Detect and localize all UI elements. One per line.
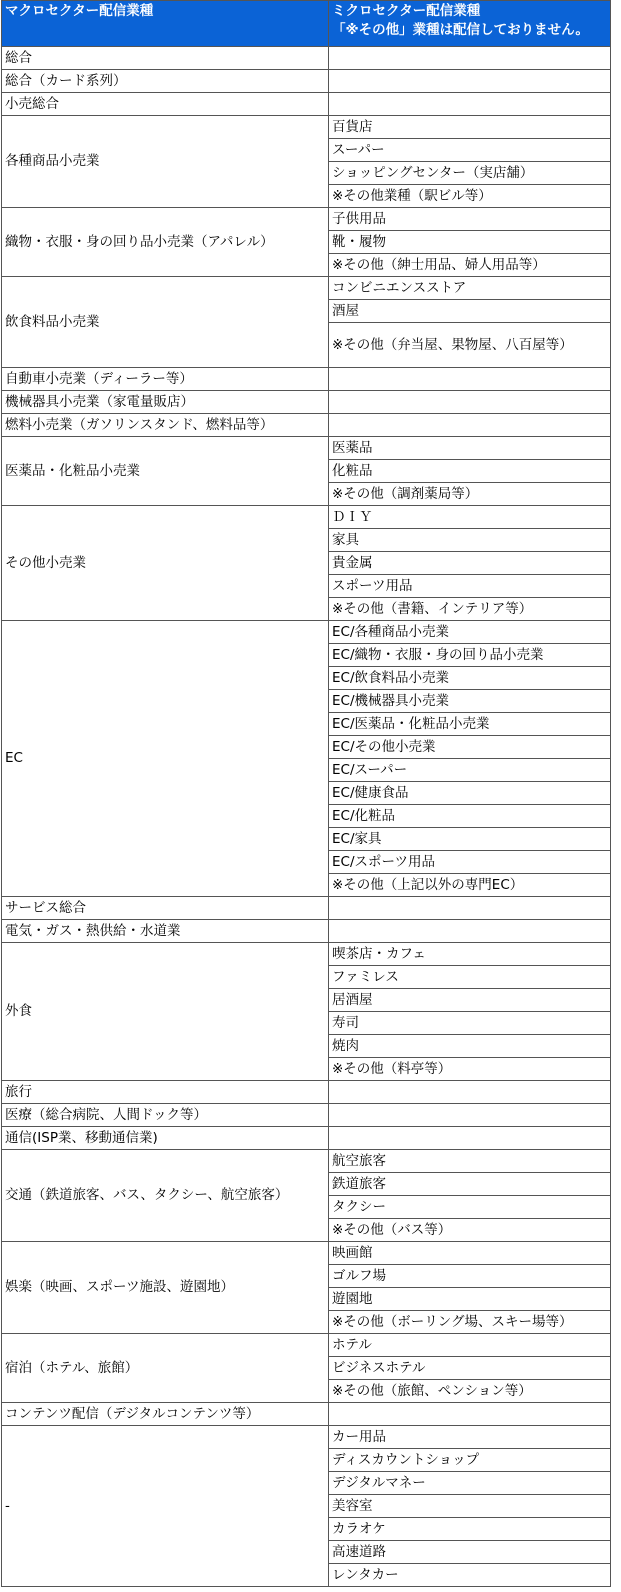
macro-sector-cell: 娯楽（映画、スポーツ施設、遊園地） [2, 1242, 329, 1334]
micro-sector-cell: ※その他（バス等） [329, 1219, 611, 1242]
micro-sector-cell: カラオケ [329, 1518, 611, 1541]
micro-sector-cell: ※その他（書籍、インテリア等） [329, 598, 611, 621]
macro-sector-header: マクロセクター配信業種 [2, 1, 329, 47]
macro-sector-cell: 宿泊（ホテル、旅館） [2, 1334, 329, 1403]
micro-sector-cell: EC/家具 [329, 828, 611, 851]
micro-sector-cell: ※その他（紳士用品、婦人用品等） [329, 254, 611, 277]
macro-sector-cell: 自動車小売業（ディーラー等） [2, 368, 329, 391]
micro-sector-cell: ビジネスホテル [329, 1357, 611, 1380]
micro-sector-cell [329, 391, 611, 414]
micro-sector-cell: カー用品 [329, 1426, 611, 1449]
micro-sector-cell [329, 1403, 611, 1426]
macro-sector-cell: サービス総合 [2, 897, 329, 920]
micro-sector-cell [329, 897, 611, 920]
table-row [2, 1104, 611, 1127]
macro-sector-cell: 各種商品小売業 [2, 116, 329, 208]
micro-sector-cell: ショッピングセンター（実店舗） [329, 162, 611, 185]
micro-sector-cell: ※その他（旅館、ペンション等） [329, 1380, 611, 1403]
micro-sector-cell: 航空旅客 [329, 1150, 611, 1173]
micro-sector-cell: 高速道路 [329, 1541, 611, 1564]
micro-sector-cell [329, 414, 611, 437]
macro-sector-cell: 機械器具小売業（家電量販店） [2, 391, 329, 414]
micro-sector-cell: ※その他（調剤薬局等） [329, 483, 611, 506]
micro-sector-cell: ディスカウントショップ [329, 1449, 611, 1472]
table-row [2, 277, 611, 300]
micro-sector-cell [329, 1081, 611, 1104]
micro-sector-cell: EC/その他小売業 [329, 736, 611, 759]
micro-sector-cell [329, 368, 611, 391]
macro-sector-cell: コンテンツ配信（デジタルコンテンツ等） [2, 1403, 329, 1426]
micro-sector-cell [329, 920, 611, 943]
micro-sector-cell: 焼肉 [329, 1035, 611, 1058]
table-row [2, 1403, 611, 1426]
micro-sector-cell: ※その他（ボーリング場、スキー場等） [329, 1311, 611, 1334]
micro-sector-cell: ホテル [329, 1334, 611, 1357]
micro-sector-cell: ＤＩＹ [329, 506, 611, 529]
micro-sector-cell: EC/スポーツ用品 [329, 851, 611, 874]
macro-sector-cell: - [2, 1426, 329, 1587]
micro-sector-header-title: ミクロセクター配信業種 [332, 3, 481, 19]
table-row [2, 368, 611, 391]
table-row [2, 506, 611, 529]
macro-sector-cell: 飲食料品小売業 [2, 277, 329, 368]
micro-sector-cell: 美容室 [329, 1495, 611, 1518]
macro-sector-cell: 外食 [2, 943, 329, 1081]
micro-sector-cell: 靴・履物 [329, 231, 611, 254]
micro-sector-cell: 寿司 [329, 1012, 611, 1035]
micro-sector-cell: 子供用品 [329, 208, 611, 231]
table-row [2, 1081, 611, 1104]
table-row [2, 920, 611, 943]
micro-sector-cell: 貴金属 [329, 552, 611, 575]
macro-sector-cell: 医療（総合病院、人間ドック等） [2, 1104, 329, 1127]
micro-sector-cell: 映画館 [329, 1242, 611, 1265]
micro-sector-cell: ※その他業種（駅ビル等） [329, 185, 611, 208]
table-row [2, 943, 611, 966]
micro-sector-cell [329, 1127, 611, 1150]
macro-sector-cell: 旅行 [2, 1081, 329, 1104]
micro-sector-cell: 酒屋 [329, 300, 611, 323]
sector-table [1, 0, 611, 1587]
micro-sector-cell: 遊園地 [329, 1288, 611, 1311]
micro-sector-cell: ※その他（上記以外の専門EC） [329, 874, 611, 897]
micro-sector-cell: スポーツ用品 [329, 575, 611, 598]
table-row [2, 391, 611, 414]
table-row [2, 437, 611, 460]
micro-sector-cell [329, 47, 611, 70]
macro-sector-cell: その他小売業 [2, 506, 329, 621]
table-row [2, 1242, 611, 1265]
macro-sector-cell: 通信(ISP業、移動通信業) [2, 1127, 329, 1150]
macro-sector-cell: 交通（鉄道旅客、バス、タクシー、航空旅客） [2, 1150, 329, 1242]
micro-sector-cell [329, 70, 611, 93]
table-row [2, 414, 611, 437]
table-row [2, 1426, 611, 1449]
macro-sector-cell: 織物・衣服・身の回り品小売業（アパレル） [2, 208, 329, 277]
micro-sector-cell: ※その他（料亭等） [329, 1058, 611, 1081]
micro-sector-cell: EC/医薬品・化粧品小売業 [329, 713, 611, 736]
table-row [2, 116, 611, 139]
macro-sector-cell: 医薬品・化粧品小売業 [2, 437, 329, 506]
macro-sector-cell: 総合 [2, 47, 329, 70]
macro-sector-cell: 電気・ガス・熱供給・水道業 [2, 920, 329, 943]
micro-sector-cell: EC/健康食品 [329, 782, 611, 805]
micro-sector-cell: 喫茶店・カフェ [329, 943, 611, 966]
macro-sector-cell: 小売総合 [2, 93, 329, 116]
table-row [2, 1127, 611, 1150]
micro-sector-cell [329, 93, 611, 116]
table-row [2, 1334, 611, 1357]
micro-sector-cell: タクシー [329, 1196, 611, 1219]
micro-sector-cell: EC/飲食料品小売業 [329, 667, 611, 690]
macro-sector-cell: EC [2, 621, 329, 897]
macro-sector-cell: 燃料小売業（ガソリンスタンド、燃料品等） [2, 414, 329, 437]
micro-sector-cell: 鉄道旅客 [329, 1173, 611, 1196]
micro-sector-cell: 百貨店 [329, 116, 611, 139]
micro-sector-cell: 医薬品 [329, 437, 611, 460]
micro-sector-cell: コンビニエンスストア [329, 277, 611, 300]
micro-sector-header [329, 1, 611, 47]
micro-sector-cell [329, 1104, 611, 1127]
macro-sector-cell: 総合（カード系列） [2, 70, 329, 93]
table-row [2, 93, 611, 116]
micro-sector-header-note: 「※その他」業種は配信しておりません。 [332, 22, 589, 38]
table-body [2, 47, 611, 1587]
micro-sector-cell: ファミレス [329, 966, 611, 989]
micro-sector-cell: ゴルフ場 [329, 1265, 611, 1288]
micro-sector-cell: 化粧品 [329, 460, 611, 483]
sector-table-container [1, 0, 611, 1587]
micro-sector-cell: EC/化粧品 [329, 805, 611, 828]
table-row [2, 208, 611, 231]
micro-sector-cell: EC/スーパー [329, 759, 611, 782]
table-row [2, 70, 611, 93]
micro-sector-cell: 居酒屋 [329, 989, 611, 1012]
micro-sector-cell: EC/織物・衣服・身の回り品小売業 [329, 644, 611, 667]
table-row [2, 47, 611, 70]
micro-sector-cell: ※その他（弁当屋、果物屋、八百屋等） [329, 323, 611, 368]
table-row [2, 621, 611, 644]
micro-sector-cell: EC/各種商品小売業 [329, 621, 611, 644]
micro-sector-cell: 家具 [329, 529, 611, 552]
micro-sector-cell: EC/機械器具小売業 [329, 690, 611, 713]
table-row [2, 897, 611, 920]
header-row [2, 1, 611, 47]
table-row [2, 1150, 611, 1173]
micro-sector-cell: レンタカー [329, 1564, 611, 1587]
micro-sector-cell: スーパー [329, 139, 611, 162]
micro-sector-cell: デジタルマネー [329, 1472, 611, 1495]
